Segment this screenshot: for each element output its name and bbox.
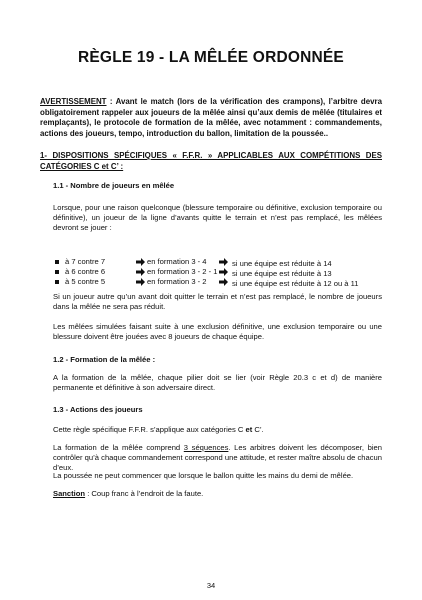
list-item-formation: en formation 3 - 4 — [147, 257, 207, 266]
list-item — [53, 257, 382, 267]
subsection-1-2-paragraph: A la formation de la mêlée, chaque pilier doit se lier (voir Règle 20.3 c et d) de manière permanente et définitive à son adversaire direct. — [53, 373, 382, 392]
subsection-1-3-paragraph-3: La poussée ne peut commencer que lorsque le ballon quitte les mains du demi de mêlée. — [53, 471, 354, 480]
list-item-case: à 6 contre 6 — [65, 267, 106, 276]
list-item-case: à 5 contre 5 — [65, 277, 106, 286]
warning-label: AVERTISSEMENT — [40, 97, 107, 106]
list-item — [53, 277, 382, 287]
arrow-right-icon — [219, 257, 228, 267]
emphasis-et: et — [245, 425, 253, 434]
subsection-1-1-title: 1.1 - Nombre de joueurs en mêlée — [53, 181, 175, 190]
bullet-icon — [55, 270, 59, 274]
subsection-1-1-paragraph-2: Si un joueur autre qu’un avant doit quitter le terrain et n’est pas remplacé, le nombre de joueurs dans la mêlée ne sera pas réduit. — [53, 292, 382, 311]
list-item-condition: si une équipe est réduite à 14 — [219, 257, 332, 269]
subsection-1-3-title: 1.3 - Actions des joueurs — [53, 405, 143, 414]
subsection-1-3-paragraph-1: Cette règle spécifique F.F.R. s’applique aux catégories C et C’. — [53, 425, 264, 434]
subsection-1-1-paragraph-3: Les mêlées simulées faisant suite à une exclusion définitive, une exclusion temporaire ou une blessure doivent être jouées avec 8 joueurs de chaque équipe. — [53, 322, 382, 341]
arrow-right-icon — [219, 277, 228, 287]
arrow-right-icon — [136, 277, 145, 287]
sanction-text: : Coup franc à l’endroit de la faute. — [85, 489, 204, 498]
sanction-line — [53, 489, 203, 499]
list-item-condition: si une équipe est réduite à 12 ou à 11 — [219, 277, 359, 289]
formation-list — [53, 257, 382, 287]
warning-text: : Avant le match (lors de la vérification des crampons), l’arbitre devra obligatoirement rappeler aux joueurs de la mêlée ainsi qu’aux demis de mêlée (titulaires et remplaçants), le protocole de formation de la mêlée, avec notamment : commandements, actions des joueurs, tempo, introduction du ballon, limitation de la poussée.. — [40, 97, 382, 138]
list-item-condition: si une équipe est réduite à 13 — [219, 267, 332, 279]
subsection-1-2-title: 1.2 - Formation de la mêlée : — [53, 355, 156, 364]
list-item-formation: en formation 3 - 2 — [147, 277, 207, 286]
warning-paragraph — [40, 97, 382, 139]
list-item — [53, 267, 382, 277]
subsection-1-1-paragraph-1: Lorsque, pour une raison quelconque (blessure temporaire ou définitive, exclusion temporaire ou définitive), un joueur de la ligne d’avants quitte le terrain et n’est pas remplacé, les mêlées devront se jouer : — [53, 203, 382, 232]
page-title: RÈGLE 19 - LA MÊLÉE ORDONNÉE — [78, 49, 344, 66]
subsection-1-3-paragraph-2: La formation de la mêlée comprend 3 séquences. Les arbitres doivent les décomposer, bien contrôler qu’à chaque commandement correspond une attitude, et rester maître absolu de chacun d’eux. — [53, 443, 382, 472]
list-item-formation: en formation 3 - 2 - 1 — [147, 267, 218, 276]
bullet-icon — [55, 280, 59, 284]
bullet-icon — [55, 260, 59, 264]
list-item-case: à 7 contre 7 — [65, 257, 106, 266]
page-number: 34 — [206, 581, 216, 590]
arrow-right-icon — [219, 267, 228, 277]
arrow-right-icon — [136, 267, 145, 277]
section-1-title-text: 1- DISPOSITIONS SPÉCIFIQUES « F.F.R. » APPLICABLES AUX COMPÉTITIONS DES CATÉGORIES C et C’ : — [40, 151, 382, 171]
arrow-right-icon — [136, 257, 145, 267]
sanction-label: Sanction — [53, 489, 86, 498]
underlined-sequences: 3 séquences — [183, 443, 229, 452]
section-1-title — [40, 151, 382, 172]
